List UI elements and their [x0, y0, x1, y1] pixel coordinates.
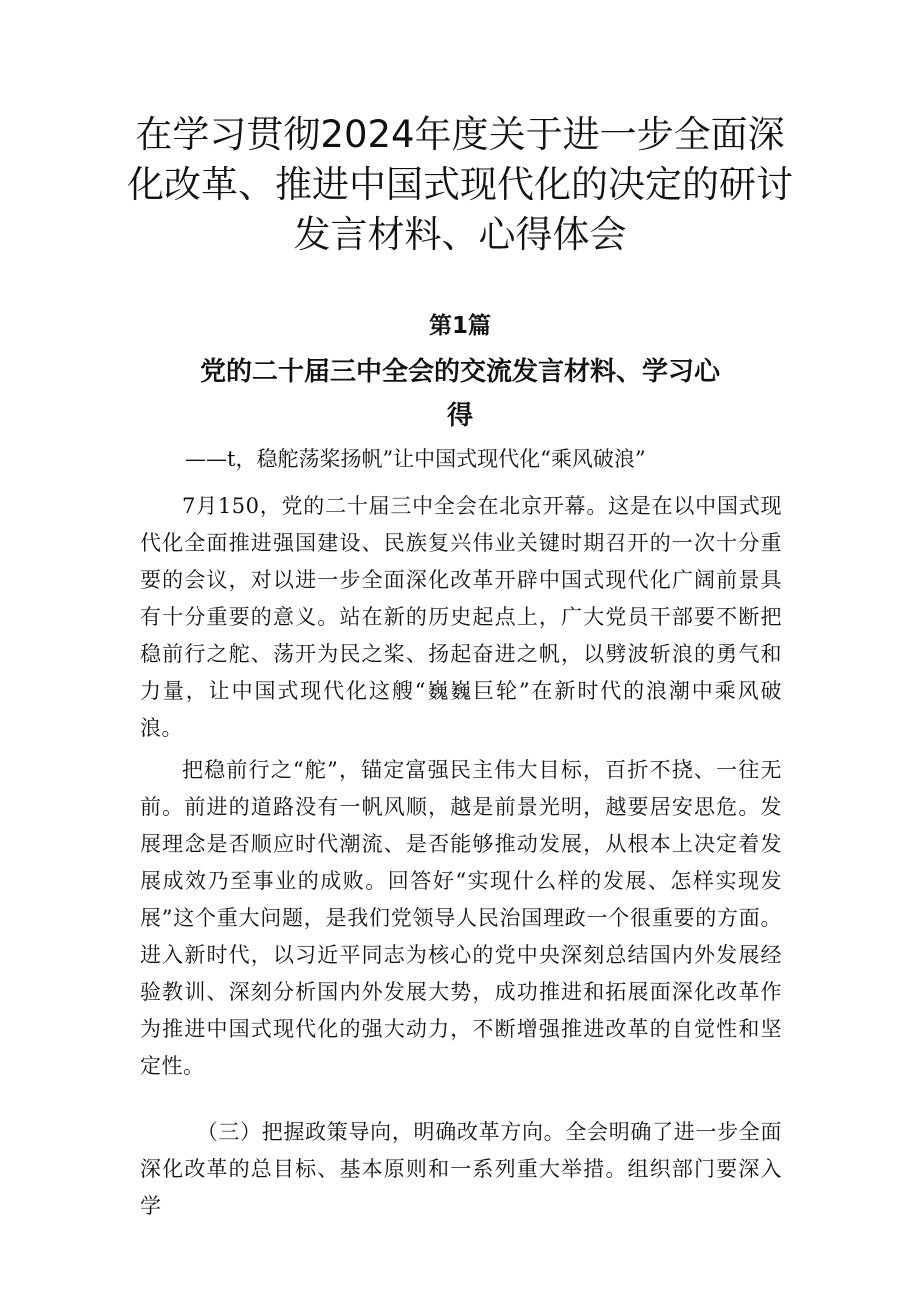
body-paragraph-1: 7月150，党的二十届三中全会在北京开幕。这是在以中国式现代化全面推进强国建设、民族复兴伟业关键时期召开的一次十分重要的会议，对以进一步全面深化改革开辟中国式现代化广阔前景具有十分重要的意义。站在新的历史起点上，广大党员干部要不断把稳前行之舵、荡开为民之桨、扬起奋进之帆，以劈波斩浪的勇气和力量，让中国式现代化这艘“巍巍巨轮”在新时代的浪潮中乘风破浪。: [140, 494, 782, 740]
body-paragraph-3: （三）把握政策导向，明确改革方向。全会明确了进一步全面深化改革的总目标、基本原则和一系列重大举措。组织部门要深入学: [140, 1120, 782, 1218]
body-paragraph-2: 把稳前行之“舵”，锚定富强民主伟大目标，百折不挠、一往无前。前进的道路没有一帆风顺，越是前景光明，越要居安思危。发展理念是否顺应时代潮流、是否能够推动发展，从根本上决定着发展成效乃至事业的成败。回答好“实现什么样的发展、怎样实现发展”这个重大问题，是我们党领导人民治国理政一个很重要的方面。进入新时代，以习近平同志为核心的党中央深刻总结国内外发展经验教训、深刻分析国内外发展大势，成功推进和拓展面深化改革作为推进中国式现代化的强大动力，不断增强推进改革的自觉性和坚定性。: [140, 758, 782, 1078]
document-title: 在学习贯彻2024年度关于进一步全面深化改革、推进中国式现代化的决定的研讨发言材料、心得体会: [127, 113, 793, 256]
section-number: 第1篇: [428, 313, 491, 339]
section-title: 党的二十届三中全会的交流发言材料、学习心得: [199, 357, 720, 431]
section-subtitle: ——t，稳舵荡桨扬帆”让中国式现代化“乘风破浪”: [185, 447, 646, 471]
